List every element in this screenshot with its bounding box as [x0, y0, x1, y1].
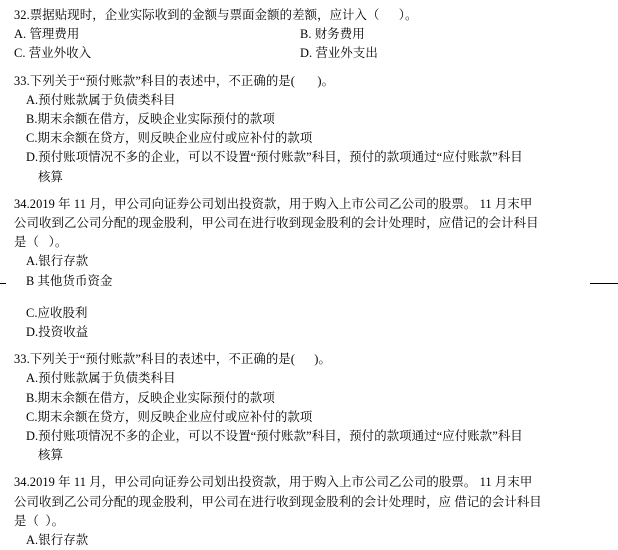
text-line: A.预付账款属于负债类科目 [26, 371, 176, 386]
block-spacer [14, 187, 604, 195]
question-block [14, 473, 604, 550]
text-line: A.银行存款 [26, 533, 89, 548]
text-line: D.投资收益 [26, 325, 89, 340]
text-line: C.应收股利 [26, 305, 88, 320]
text-line: 33.下列关于“预付账款”科目的表述中，不正确的是( )。 [14, 352, 331, 367]
page-break-mark-left [0, 283, 6, 284]
block-spacer [14, 291, 604, 304]
document-body [14, 6, 604, 550]
option-right: B. 财务费用 [300, 27, 365, 42]
option-row [14, 44, 604, 63]
text-line: A.银行存款 [26, 254, 89, 269]
text-line: 核算 [38, 448, 63, 463]
option-row [14, 25, 604, 44]
text-line: 34.2019 年 11 月，甲公司向证券公司划出投资款，用于购入上市公司乙公司的股票。 11 月末甲 [14, 196, 533, 211]
page-break-mark-right [590, 283, 618, 284]
text-line: 公司收到乙公司分配的现金股利，甲公司在进行收到现金股利的会计处理时，应 借记的会计科目 [14, 494, 542, 509]
text-line: C.期末余额在贷方，则反映企业应付或应补付的款项 [26, 409, 313, 424]
option-left: C. 营业外收入 [14, 46, 92, 61]
text-line: C.期末余额在贷方，则反映企业应付或应补付的款项 [26, 131, 313, 146]
text-line: 32.票据贴现时，企业实际收到的金额与票面金额的差额，应计入（ ）。 [14, 8, 418, 22]
text-line: D.预付账项情况不多的企业，可以不设置“预付账款”科目，预付的款项通过“应付账款”科目 [26, 429, 523, 444]
block-spacer [14, 465, 604, 473]
text-line: B.期末余额在借方，反映企业实际预付的款项 [26, 111, 275, 126]
question-block [14, 350, 604, 465]
question-block [14, 72, 604, 187]
text-line: 34.2019 年 11 月，甲公司向证券公司划出投资款，用于购入上市公司乙公司的股票。 11 月末甲 [14, 475, 533, 490]
question-block [14, 6, 604, 64]
block-spacer [14, 64, 604, 72]
question-block [14, 195, 604, 291]
question-block [14, 304, 604, 342]
option-left: A. 管理费用 [14, 27, 80, 42]
text-line: 是（ ）。 [14, 513, 65, 528]
option-right: D. 营业外支出 [300, 46, 378, 61]
text-line: A.预付账款属于负债类科目 [26, 92, 176, 107]
text-line: 是（ ）。 [14, 235, 68, 250]
text-line: 公司收到乙公司分配的现金股利，甲公司在进行收到现金股利的会计处理时，应借记的会计科目 [14, 216, 539, 230]
text-line: D.预付账项情况不多的企业，可以不设置“预付账款”科目，预付的款项通过“应付账款”科目 [26, 150, 523, 165]
text-line: B 其他货币资金 [26, 273, 113, 288]
text-line: 33.下列关于“预付账款”科目的表述中，不正确的是( )。 [14, 73, 335, 88]
text-line: B.期末余额在借方，反映企业实际预付的款项 [26, 390, 275, 405]
block-spacer [14, 342, 604, 350]
text-line: 核算 [38, 169, 63, 184]
